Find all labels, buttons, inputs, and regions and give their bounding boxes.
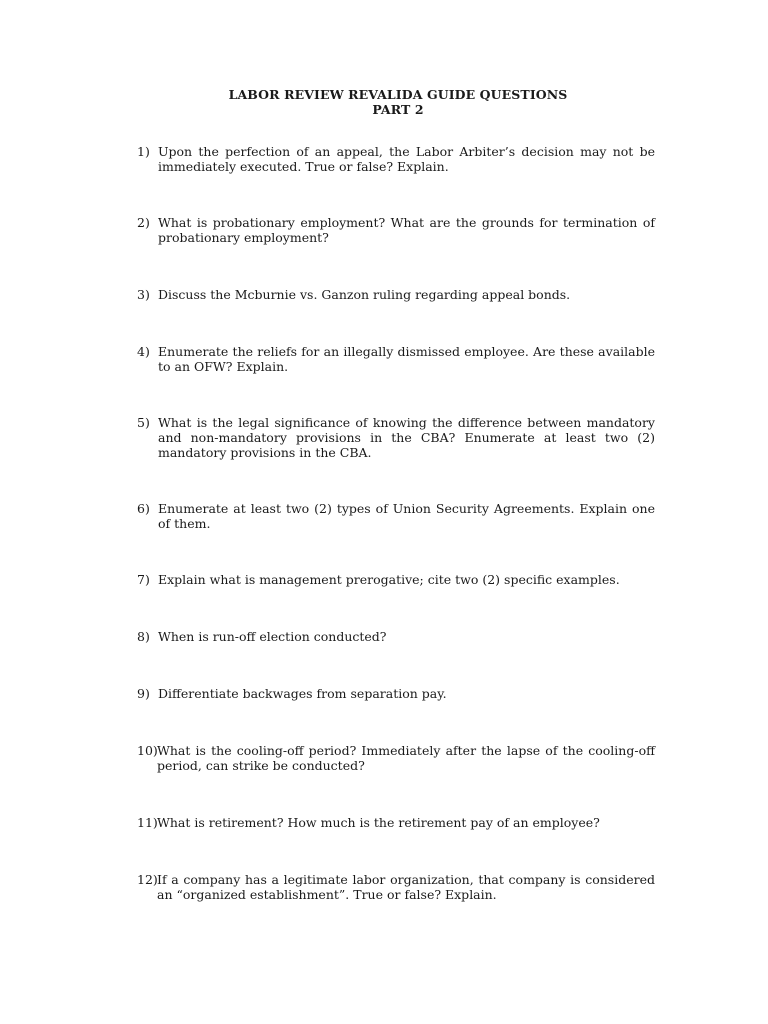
question-5 [137, 415, 655, 460]
question-number: 3) [137, 287, 150, 302]
document-title: LABOR REVIEW REVALIDA GUIDE QUESTIONS [228, 87, 568, 102]
question-number: 9) [137, 686, 150, 701]
question-3 [137, 287, 655, 302]
question-text: What is the cooling-off period? Immediately after the lapse of the cooling-off period, can strike be conducted? [157, 743, 655, 773]
question-text: What is the legal significance of knowing the difference between mandatory and non-mandatory provisions in the CBA? Enumerate at least two (2) mandatory provisions in the CBA. [158, 415, 655, 460]
question-text: Enumerate the reliefs for an illegally dismissed employee. Are these available to an OFW? Explain. [158, 344, 655, 374]
question-8 [137, 629, 655, 644]
question-2 [137, 215, 655, 245]
question-text: Upon the perfection of an appeal, the Labor Arbiter’s decision may not be immediately executed. True or false? Explain. [158, 144, 655, 174]
question-1 [137, 144, 655, 174]
question-text: Enumerate at least two (2) types of Union Security Agreements. Explain one of them. [158, 501, 655, 531]
question-4 [137, 344, 655, 374]
question-text: Discuss the Mcburnie vs. Ganzon ruling regarding appeal bonds. [158, 287, 571, 302]
question-11 [137, 815, 655, 830]
question-7 [137, 572, 655, 587]
question-text: Differentiate backwages from separation pay. [158, 686, 447, 701]
question-number: 1) [137, 144, 150, 159]
question-number: 8) [137, 629, 150, 644]
question-text: What is retirement? How much is the retirement pay of an employee? [157, 815, 600, 830]
question-number: 10) [137, 743, 158, 758]
question-9 [137, 686, 655, 701]
question-text: When is run-off election conducted? [158, 629, 387, 644]
document-subtitle: PART 2 [372, 102, 424, 117]
question-number: 12) [137, 872, 158, 887]
question-number: 7) [137, 572, 150, 587]
question-number: 6) [137, 501, 150, 516]
question-number: 11) [137, 815, 158, 830]
question-12 [137, 872, 655, 902]
question-6 [137, 501, 655, 531]
question-number: 4) [137, 344, 150, 359]
question-text: What is probationary employment? What are the grounds for termination of probationary employment? [158, 215, 655, 245]
question-10 [137, 743, 655, 773]
question-number: 5) [137, 415, 150, 430]
question-text: If a company has a legitimate labor organization, that company is considered an “organized establishment”. True or false? Explain. [157, 872, 655, 902]
question-text: Explain what is management prerogative; cite two (2) specific examples. [158, 572, 620, 587]
question-number: 2) [137, 215, 150, 230]
